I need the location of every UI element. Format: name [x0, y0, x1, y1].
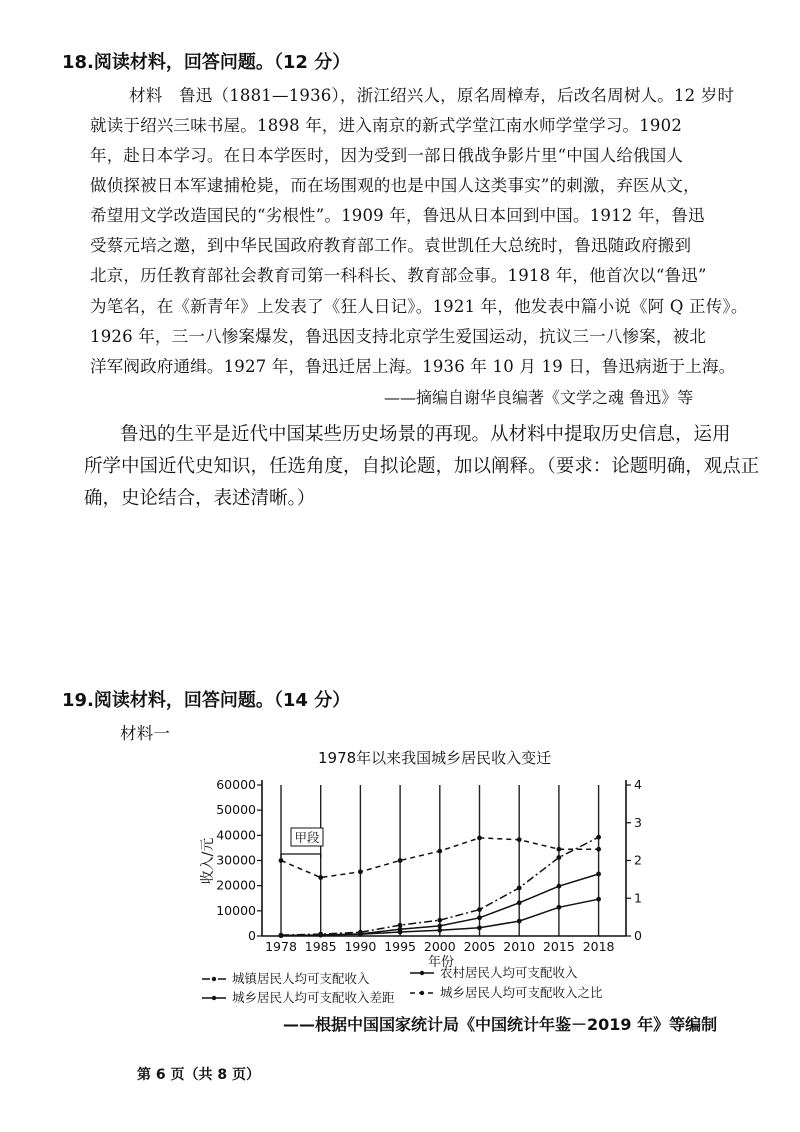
q18-material-line: 做侦探被日本军逮捕枪毙，而在场围观的也是中国人这类事实”的刺激，弃医从文， — [90, 176, 700, 195]
annotation-label: 甲段 — [294, 830, 320, 845]
y-tick-label: 0 — [248, 928, 256, 943]
chart-axes — [262, 780, 626, 936]
chart-gridlines — [281, 785, 599, 936]
chart-ticks — [199, 777, 642, 970]
y-axis-label: 收入/元 — [200, 837, 216, 885]
legend-marker — [212, 996, 216, 1000]
q18-prompt-line: 确，史论结合，表述清晰。） — [84, 488, 316, 509]
y2-tick-label: 0 — [634, 928, 642, 943]
series-3-point — [557, 884, 562, 889]
legend-label: 城镇居民人均可支配收入 — [232, 971, 370, 986]
series-3-point — [398, 927, 403, 932]
q19-source: ——根据中国国家统计局《中国统计年鉴－2019 年》等编制 — [283, 1015, 718, 1034]
q18-material-line: 洋军阀政府通缉。1927 年，鲁迅迁居上海。1936 年 10 月 19 日，鲁迅病逝于上海。 — [90, 357, 736, 376]
x-tick-label: 1995 — [384, 939, 417, 954]
series-2-point — [437, 928, 442, 933]
q18-material-line: 受蔡元培之邀，到中华民国政府教育部工作。袁世凯任大总统时，鲁迅随政府搬到 — [90, 236, 692, 255]
series-4-point — [279, 858, 284, 863]
annotation-bracket — [281, 854, 321, 858]
y-tick-label: 10000 — [216, 902, 256, 918]
series-1-point — [437, 918, 442, 923]
q18-source: ——摘编自谢华良编著《文学之魂 鲁迅》等 — [384, 388, 694, 407]
x-tick-label: 2005 — [463, 939, 496, 954]
q19-material-label: 材料一 — [120, 724, 171, 743]
series-4-point — [318, 875, 323, 880]
y2-tick-label: 2 — [634, 852, 642, 868]
q18-prompt-line: 所学中国近代史知识，任选角度，自拟论题，加以阐释。（要求：论题明确，观点正 — [84, 456, 760, 477]
series-1-point — [596, 835, 601, 840]
q18-title: 18.阅读材料，回答问题。（12 分） — [62, 52, 351, 73]
series-3-point — [318, 933, 323, 938]
series-3-point — [279, 933, 284, 938]
x-tick-label: 2010 — [503, 939, 536, 954]
series-1-point — [517, 886, 522, 891]
series-3-point — [517, 900, 522, 905]
q18-prompt-line: 鲁迅的生平是近代中国某些历史场景的再现。从材料中提取历史信息，运用 — [120, 424, 731, 445]
series-3-point — [477, 915, 482, 920]
q18-material-line: 为笔名，在《新青年》上发表了《狂人日记》。1921 年，他发表中篇小说《阿 Q 正传》。 — [90, 297, 748, 316]
x-tick-label: 1990 — [344, 939, 377, 954]
y2-tick-label: 4 — [634, 777, 642, 792]
series-2-point — [557, 905, 562, 910]
x-tick-label: 2015 — [542, 939, 575, 954]
x-tick-label: 2018 — [582, 939, 615, 954]
legend-marker — [212, 977, 216, 981]
series-4-point — [358, 869, 363, 874]
series-4-point — [517, 837, 522, 842]
series-4-point — [557, 847, 562, 852]
series-4-point — [437, 849, 442, 854]
series-1-point — [477, 907, 482, 912]
q18-material-line: 材料 鲁迅（1881—1936），浙江绍兴人，原名周樟寿，后改名周树人。12 岁时 — [129, 86, 735, 105]
chart-title: 1978年以来我国城乡居民收入变迁 — [318, 749, 552, 767]
legend-label: 城乡居民人均可支配收入之比 — [440, 985, 603, 1000]
q18-material-line: 年，赴日本学习。在日本学医时，因为受到一部日俄战争影片里“中国人给俄国人 — [90, 146, 684, 165]
chart-annotation — [281, 828, 323, 858]
legend-label: 农村居民人均可支配收入 — [440, 965, 578, 980]
legend-label: 城乡居民人均可支配收入差距 — [232, 990, 395, 1005]
x-tick-label: 1978 — [265, 939, 297, 954]
y-tick-label: 50000 — [216, 802, 256, 818]
y2-tick-label: 1 — [634, 890, 642, 906]
series-4-point — [398, 858, 403, 863]
legend-marker — [420, 971, 424, 975]
y-tick-label: 20000 — [216, 877, 256, 893]
x-tick-label: 1985 — [304, 939, 337, 954]
series-3-point — [437, 924, 442, 929]
series-1-point — [557, 855, 562, 860]
x-tick-label: 2000 — [423, 939, 456, 954]
q18-material-line: 希望用文学改造国民的“劣根性”。1909 年，鲁迅从日本回到中国。1912 年，鲁迅 — [90, 206, 705, 225]
y-tick-label: 40000 — [216, 827, 256, 843]
y-tick-label: 30000 — [216, 852, 256, 868]
series-2-point — [596, 897, 601, 902]
y2-tick-label: 3 — [634, 814, 642, 830]
series-3-point — [596, 872, 601, 877]
series-3-point — [358, 932, 363, 937]
legend-marker — [420, 991, 424, 995]
series-4-point — [596, 847, 601, 852]
y-tick-label: 60000 — [216, 777, 256, 792]
q18-material-line: 1926 年，三一八惨案爆发，鲁迅因支持北京学生爱国运动，抗议三一八惨案，被北 — [90, 327, 707, 346]
chart-legend — [202, 965, 603, 1005]
series-2-point — [477, 925, 482, 930]
q18-material-line: 北京，历任教育部社会教育司第一科科长、教育部佥事。1918 年，他首次以“鲁迅” — [90, 266, 707, 285]
series-2-point — [517, 919, 522, 924]
series-4-point — [477, 836, 482, 841]
q18-material-line: 就读于绍兴三味书屋。1898 年，进入南京的新式学堂江南水师学堂学习。1902 — [90, 116, 683, 135]
x-axis-label: 年份 — [427, 955, 455, 970]
page-number: 第 6 页（共 8 页） — [137, 1067, 260, 1083]
q19-title: 19.阅读材料，回答问题。（14 分） — [62, 690, 351, 711]
